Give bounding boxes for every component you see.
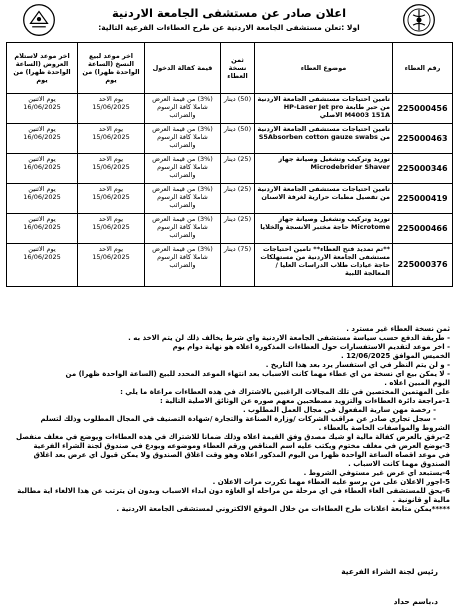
receipt-deadline: يوم الاثنين 16/06/2025	[7, 244, 78, 287]
note-line: - طريقة الدفع حسب سياسة مستشفى الجامعة الاردنية واي شرط يخالف ذلك لن يتم الاخذ به .	[128, 334, 450, 342]
entry-guarantee: (3%) من قيمة العرض شاملا كافة الرسوم والضرائب	[145, 184, 221, 214]
tender-subject: تامين احتياجات مستشفى الجامعة الاردنية من حبر طابعة HP-Laser Jet pro M4003 151A الاصلي	[255, 94, 393, 124]
tender-subject: تامين احتياجات مستشفى الجامعة الاردنية من S5Absorben cotton gauze swabs	[255, 124, 393, 154]
note-line: ثمن نسخة العطاء غير مسترد .	[346, 325, 450, 333]
sale-deadline: يوم الاحد 15/06/2025	[78, 154, 145, 184]
sale-deadline: يوم الاحد 15/06/2025	[78, 94, 145, 124]
header-tender-number: رقم العطاء	[393, 43, 453, 94]
sale-deadline: يوم الاحد 15/06/2025	[78, 244, 145, 287]
receipt-deadline: يوم الاثنين 16/06/2025	[7, 124, 78, 154]
receipt-deadline: يوم الاثنين 16/06/2025	[7, 214, 78, 244]
note-line: 2-يرفق بالعرض كفالة مالية او شيك مصدق وفق القيمة اعلاه وذلك ضمانا للاشتراك في هذه العطاءات ويوضع في مغلف منفصل	[15, 433, 450, 441]
header-tender-subject: موضوع العطاء	[255, 43, 393, 94]
tender-subject: تامين احتياجات مستشفى الجامعة الاردنية من تفصيل مطبات حرارية لغرفة الاسنان	[255, 184, 393, 214]
table-row	[7, 124, 453, 154]
note-line: - اخر موعد لتقديم الاستفسارات حول العطاءات المذكورة اعلاه هو نهاية دوام يوم	[172, 343, 450, 351]
entry-guarantee: (3%) من قيمة العرض شاملا كافة الرسوم والضرائب	[145, 244, 221, 287]
announcement-title: اعلان صادر عن مستشفى الجامعة الاردنية	[111, 6, 347, 20]
announcement-subtitle: اولا :تعلن مستشفى الجامعة الاردنية عن طرح العطاءات الفرعية التالية:	[98, 23, 360, 32]
note-line: 1-مراجعة دائرة العطاءات والتزويد مصطحبين معهم صوره عن الوثائق الاصلية التالية :	[160, 397, 450, 405]
tenders-table	[6, 42, 453, 287]
note-line: 5-اجور الاعلان على من يرسو عليه العطاء مهما تكررت مرات الاعلان .	[212, 478, 450, 486]
note-line: الشروط والمواصفات الخاصة بالعطاء .	[318, 424, 450, 432]
committee-chair-title: رئيس لجنة الشراء الفرعية	[341, 567, 438, 576]
table-row	[7, 154, 453, 184]
committee-chair-name: د.باسم حداد	[393, 597, 438, 606]
entry-guarantee: (3%) من قيمة العرض شاملا كافة الرسوم والضرائب	[145, 214, 221, 244]
note-line: على المهتمين المختصين في تلك المجالات الراغبين بالاشتراك في هذه العطاءات مراعاة ما يلي :	[120, 388, 450, 396]
copy-price: (75) دينار	[221, 244, 255, 287]
receipt-deadline: يوم الاثنين 16/06/2025	[7, 154, 78, 184]
entry-guarantee: (3%) من قيمة العرض شاملا كافة الرسوم والضرائب	[145, 94, 221, 124]
header-copy-price: ثمن نسخة العطاء	[221, 43, 255, 94]
receipt-deadline: يوم الاثنين 16/06/2025	[7, 94, 78, 124]
table-row	[7, 244, 453, 287]
sale-deadline: يوم الاحد 15/06/2025	[78, 214, 145, 244]
tender-subject: توريد وتركيب وتشغيل وصيانة جهاز Microtome حاجة مختبر الانسجة والخلايا	[255, 214, 393, 244]
note-line: - لا يمكن بيع اي نسخة من اي عطاء مهما كانت الاسباب بعد انتهاء الموعد المحدد للبيع (الساعة الواحدة ظهرا) من	[65, 370, 450, 378]
note-line: في موعد اقصاه الساعة الواحدة ظهرا من اليوم المذكور اعلاه وهو وقت اغلاق الصندوق ولا يمكن قبول اي عرض بعد اغلاق	[33, 451, 450, 459]
note-line: الخميس الموافق 12/06/2025 .	[341, 352, 450, 360]
sale-deadline: يوم الاحد 15/06/2025	[78, 124, 145, 154]
copy-price: (50) دينار	[221, 124, 255, 154]
sale-deadline: يوم الاحد 15/06/2025	[78, 184, 145, 214]
table-row	[7, 214, 453, 244]
tender-number: 225000463	[393, 124, 453, 154]
hospital-emblem-icon	[402, 3, 436, 37]
copy-price: (25) دينار	[221, 214, 255, 244]
entry-guarantee: (3%) من قيمة العرض شاملا كافة الرسوم والضرائب	[145, 154, 221, 184]
tender-number: 225000346	[393, 154, 453, 184]
copy-price: (25) دينار	[221, 154, 255, 184]
tender-notes	[10, 325, 450, 514]
note-line: - و لن يتم النظر في اي استفسار يرد بعد هذا التاريخ .	[265, 361, 450, 369]
note-line: *****يمكن متابعة اعلانات طرح العطاءات من خلال الموقع الالكتروني لمستشفى الجامعة الاردنية .	[116, 505, 450, 513]
university-emblem-icon	[22, 3, 56, 37]
copy-price: (25) دينار	[221, 184, 255, 214]
note-line: - رخصة مهن سارية المفعول في مجال العمل المطلوب .	[242, 406, 436, 414]
copy-price: (50) دينار	[221, 94, 255, 124]
header-receipt-deadline: اخر موعد لاستلام العروض (الساعة الواحدة ظهرا) من يوم	[7, 43, 78, 94]
table-row	[7, 94, 453, 124]
table-header-row	[7, 43, 453, 94]
tender-subject: **تم تمديد فتح العطاء** تامين احتياجات مستشفى الجامعة الاردنية من مستهلكات حاجة عيادات طلاب الدراسات العليا / المعالجة اللبية	[255, 244, 393, 287]
tender-subject: توريد وتركيب وتشغيل وصيانة جهاز Microdebrider Shaver	[255, 154, 393, 184]
tender-number: 225000376	[393, 244, 453, 287]
note-line: الصندوق مهما كانت الاسباب .	[348, 460, 450, 468]
note-line: 4-يستبعد اي عرض غير مستوفي الشروط .	[303, 469, 450, 477]
entry-guarantee: (3%) من قيمة العرض شاملا كافة الرسوم والضرائب	[145, 124, 221, 154]
note-line: 3-يوضع العرض في مغلف مختوم ويكتب عليه اسم المناقص ورقم العطاء وموضوعه ويودع في صندوق لجنة الشراء الفرعية	[33, 442, 450, 450]
header-entry-guarantee: قيمة كفالة الدخول	[145, 43, 221, 94]
tender-number: 225000419	[393, 184, 453, 214]
note-line: - سجل تجاري صادر عن مراقب الشركات /وزارة الصناعة والتجارة /شهادة التصنيف في المجال المطلوب وذلك لتسلم	[40, 415, 436, 423]
tender-number: 225000466	[393, 214, 453, 244]
table-row	[7, 184, 453, 214]
tender-number: 225000456	[393, 94, 453, 124]
receipt-deadline: يوم الاثنين 16/06/2025	[7, 184, 78, 214]
note-line: 6-يحق للمستشفى الغاء العطاء في اي مرحلة من مراحله او الغاؤه دون ابداء الاسباب وبدون ان يترتب عن هذا الالغاء اية مطالبة مالية او قانونية .	[17, 487, 450, 504]
header-sale-deadline: اخر موعد لبيع النسخ (الساعة الواحدة ظهرا) من يوم	[78, 43, 145, 94]
note-line: اليوم المبين اعلاه .	[384, 379, 450, 387]
